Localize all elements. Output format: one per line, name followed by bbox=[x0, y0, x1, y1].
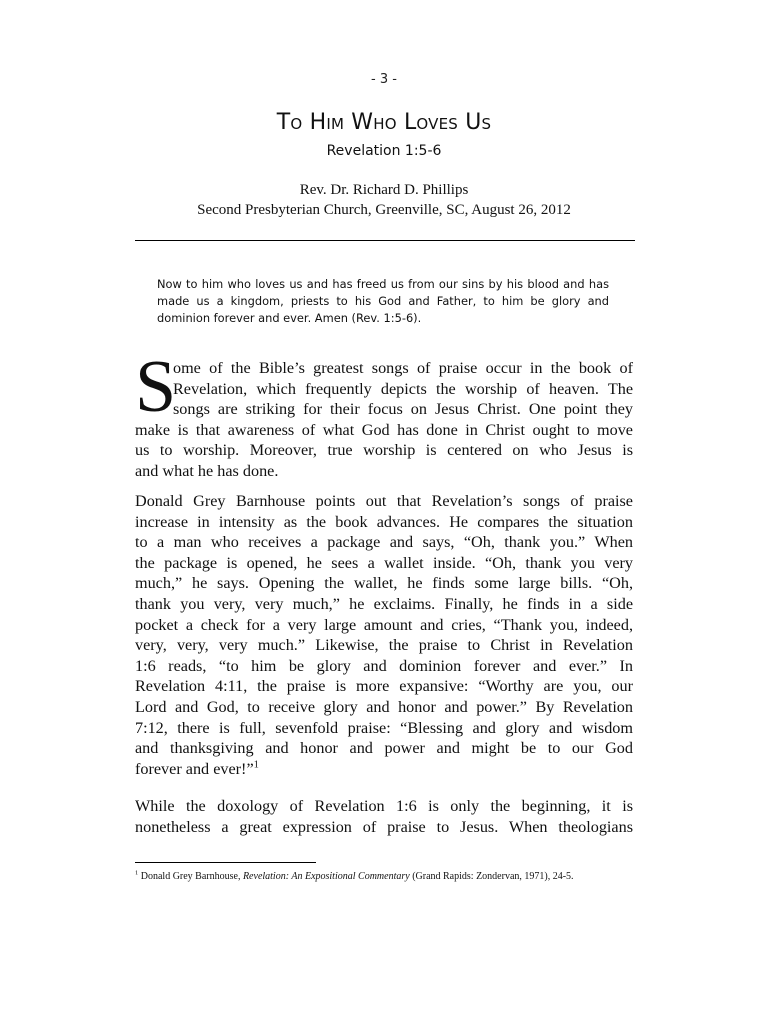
paragraph-line: very, very, very much.” Likewise, the praise to Christ in Revelation bbox=[135, 636, 633, 655]
paragraph-line: us to worship. Moreover, true worship is centered on who Jesus is bbox=[135, 441, 633, 460]
sermon-title: To Him Who Loves Us bbox=[276, 110, 492, 135]
author-name: Rev. Dr. Richard D. Phillips bbox=[299, 182, 469, 198]
footnote-author: Donald Grey Barnhouse, bbox=[138, 871, 243, 882]
scripture-reference: Revelation 1:5-6 bbox=[326, 143, 442, 159]
paragraph-line-text: forever and ever!” bbox=[135, 759, 254, 778]
paragraph-line: and thanksgiving and honor and power and might be to our God bbox=[135, 739, 633, 758]
footnote bbox=[135, 870, 655, 883]
paragraph-line: increase in intensity as the book advances. He compares the situation bbox=[135, 512, 633, 531]
paragraph-line: songs are striking for their focus on Jesus Christ. One point they bbox=[173, 400, 633, 419]
footnote-reference: 1 bbox=[253, 759, 259, 771]
footnote-marker: 1 bbox=[135, 869, 139, 877]
paragraph-line: 1:6 reads, “to him be glory and dominion forever and ever.” In bbox=[135, 656, 633, 675]
paragraph-line: to a man who receives a package and says, “Oh, thank you.” When bbox=[135, 533, 633, 552]
paragraph-line: thank you very, very much,” he exclaims. Finally, he finds in a side bbox=[135, 594, 633, 613]
paragraph-3 bbox=[135, 796, 633, 837]
paragraph-line: pocket a check for a very large amount and cries, “Thank you, indeed, bbox=[135, 615, 633, 634]
paragraph-line: While the doxology of Revelation 1:6 is only the beginning, it is bbox=[135, 797, 633, 815]
paragraph-line: and what he has done. bbox=[135, 461, 279, 480]
epigraph-scripture-quote: Now to him who loves us and has freed us from our sins by his blood and has made us a kingdom, priests to his God and Father, to him be glory and dominion forever and ever. Amen (Rev. 1:5-6). bbox=[157, 277, 609, 325]
paragraph-line: nonetheless a great expression of praise to Jesus. When theologians bbox=[135, 817, 633, 836]
paragraph-line: Revelation 4:11, the praise is more expansive: “Worthy are you, our bbox=[135, 677, 633, 696]
page-number: - 3 - bbox=[371, 72, 397, 87]
paragraph-line: make is that awareness of what God has done in Christ ought to move bbox=[135, 420, 633, 439]
paragraph-line-last bbox=[135, 759, 633, 780]
paragraph-2 bbox=[135, 491, 633, 779]
paragraph-1 bbox=[135, 358, 633, 482]
drop-cap-letter: S bbox=[135, 346, 177, 428]
paragraph-line: 7:12, there is full, sevenfold praise: “Blessing and glory and wisdom bbox=[135, 718, 633, 737]
paragraph-line: Donald Grey Barnhouse points out that Revelation’s songs of praise bbox=[135, 492, 633, 510]
paragraph-line: the package is opened, he sees a wallet inside. “Oh, thank you very bbox=[135, 553, 633, 572]
paragraph-line: much,” he says. Opening the wallet, he finds some large bills. “Oh, bbox=[135, 574, 633, 593]
paragraph-line: ome of the Bible’s greatest songs of praise occur in the book of bbox=[173, 359, 633, 377]
paragraph-line: Lord and God, to receive glory and honor and power.” By Revelation bbox=[135, 697, 633, 716]
church-and-date: Second Presbyterian Church, Greenville, SC, August 26, 2012 bbox=[197, 202, 571, 218]
footnote-publication: (Grand Rapids: Zondervan, 1971), 24-5. bbox=[409, 871, 574, 882]
paragraph-line: Revelation, which frequently depicts the worship of heaven. The bbox=[173, 379, 633, 398]
header-divider bbox=[135, 240, 635, 241]
footnote-divider bbox=[135, 862, 316, 863]
footnote-book-title: Revelation: An Expositional Commentary bbox=[242, 871, 410, 882]
